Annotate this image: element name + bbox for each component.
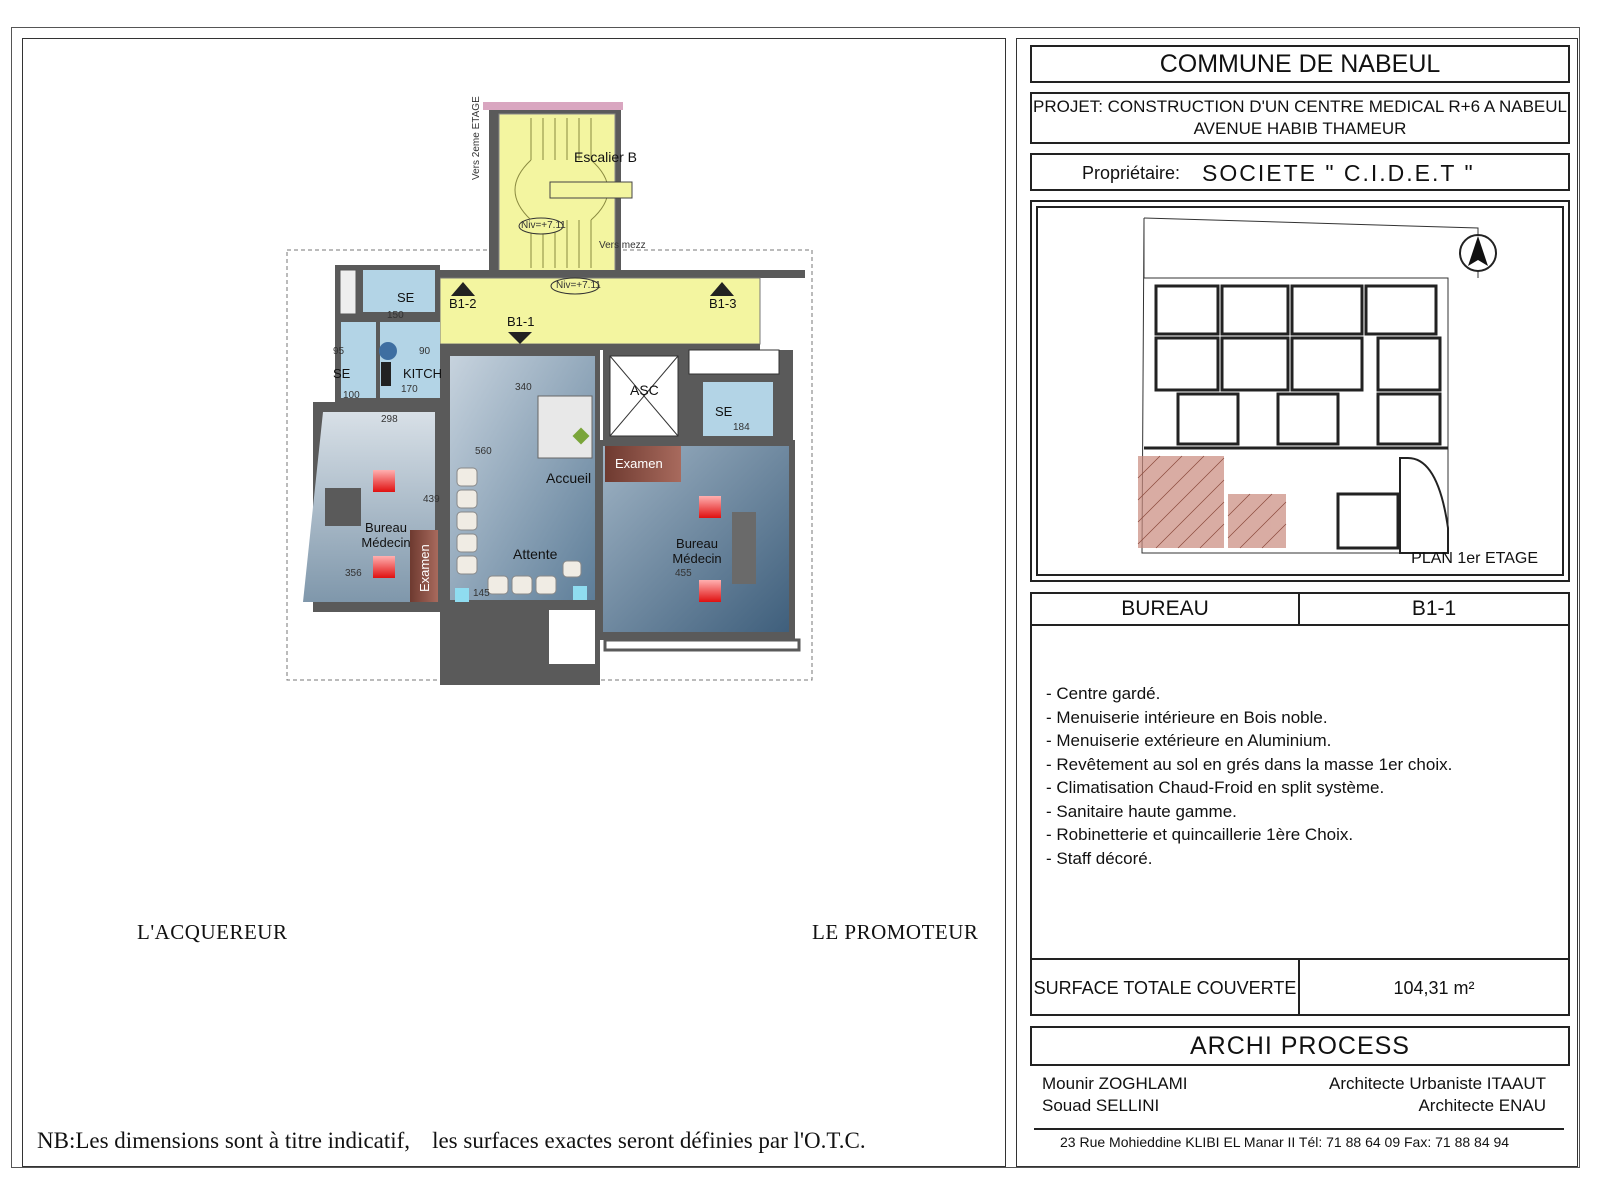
floor-plan-drawing (285, 100, 825, 685)
unit-type: BUREAU (1032, 594, 1300, 624)
project-title (1030, 92, 1570, 144)
key-plan-outline-top (1144, 218, 1478, 278)
unit-id: B1-1 (1411, 597, 1457, 620)
note-part-2: les surfaces exactes seront définies par l'O.T.C. (432, 1128, 866, 1153)
spec-item: - Sanitaire haute gamme. (1046, 801, 1237, 821)
stair-level-label: Niv=+7.11 (521, 220, 566, 231)
kitchen-stove (381, 362, 391, 386)
stair-top-band (483, 102, 623, 110)
dim-label: 95 (333, 346, 345, 357)
corridor-wall-bottom (435, 344, 760, 350)
unit-spec-table (1030, 592, 1570, 1016)
key-plan-box (1030, 200, 1570, 582)
owner-row (1030, 153, 1570, 191)
project-line-2: AVENUE HABIB THAMEUR (1193, 119, 1407, 138)
spec-item: - Climatisation Chaud-Froid en split système. (1046, 778, 1385, 797)
room-exam-left: Examen (417, 544, 432, 592)
kitchen-sink (379, 342, 397, 360)
left-office-desk (325, 488, 361, 526)
surface-label: SURFACE TOTALE COUVERTE (1032, 960, 1300, 1016)
waiting-planter-left (455, 588, 469, 602)
entry-recess (547, 608, 597, 666)
firm-address: 23 Rue Mohieddine KLIBI EL Manar II Tél: 71 88 64 09 Fax: 71 88 84 94 (1060, 1134, 1510, 1150)
room-kitchen: KITCH (403, 366, 442, 381)
room-waiting: Attente (513, 546, 558, 562)
room-elevator: ASC (630, 382, 659, 398)
dim-label: 145 (473, 588, 490, 599)
promoter-signature-label: LE PROMOTEUR (812, 920, 979, 944)
note-part-1: NB:Les dimensions sont à titre indicatif, (37, 1128, 411, 1153)
surface-row (1032, 958, 1568, 1016)
stair-note-up: Vers 2eme ETAGE (471, 96, 482, 180)
left-office-chair-top (373, 470, 395, 492)
key-plan-caption: PLAN 1er ETAGE (1411, 550, 1538, 567)
spec-item: - Menuiserie extérieure en Aluminium. (1046, 731, 1332, 750)
project-line-1: PROJET: CONSTRUCTION D'UN CENTRE MEDICAL R+6 A NABEUL (1033, 97, 1567, 116)
room-office-left: Bureau Médecin (361, 520, 411, 550)
left-office-base (395, 602, 455, 610)
dimensions-note (37, 1128, 866, 1154)
waiting-planter-right (573, 586, 587, 600)
dim-label: 340 (515, 382, 532, 393)
left-office-chair-bottom (373, 556, 395, 578)
spec-list (1046, 682, 1452, 870)
spec-header (1032, 594, 1568, 626)
right-office-chair-top (699, 496, 721, 518)
dim-label: 455 (675, 568, 692, 579)
room-se-top: SE (397, 290, 415, 305)
spec-item: - Menuiserie intérieure en Bois noble. (1046, 707, 1328, 727)
right-office-window (605, 640, 799, 650)
dim-label: 184 (733, 422, 750, 433)
corridor-door-panels (689, 350, 779, 374)
room-reception: Accueil (546, 470, 592, 486)
dim-label: 170 (401, 384, 418, 395)
owner-label: Propriétaire: (1082, 163, 1181, 183)
key-plan-drawing (1038, 208, 1562, 574)
architects-block (1030, 1072, 1570, 1160)
left-window (340, 270, 356, 314)
room-se-left: SE (333, 366, 351, 381)
spec-item: - Revêtement au sol en grés dans la masse 1er choix. (1046, 754, 1453, 774)
key-plan (1036, 206, 1564, 576)
floor-plan (285, 96, 825, 685)
buyer-signature-label: L'ACQUEREUR (137, 920, 288, 944)
dim-label: 439 (423, 494, 440, 505)
firm-name: ARCHI PROCESS (1030, 1026, 1570, 1066)
architect-2-title: Architecte ENAU (1418, 1096, 1546, 1115)
stair-handrail (550, 182, 632, 198)
corridor-wall-top (435, 270, 805, 278)
key-plan-curved-wing (1400, 458, 1448, 553)
dim-label: 560 (475, 446, 492, 457)
room-se-right: SE (715, 404, 733, 419)
room-exam-right: Examen (615, 456, 663, 471)
dim-label: 298 (381, 414, 398, 425)
commune-title: COMMUNE DE NABEUL (1030, 45, 1570, 83)
right-office-desk (732, 512, 756, 584)
address-rule (1034, 1128, 1564, 1130)
surface-value: 104,31 m² (1393, 977, 1475, 998)
architect-1-title: Architecte Urbaniste ITAAUT (1329, 1074, 1546, 1093)
corridor-level-label: Niv=+7.11 (556, 280, 601, 291)
spec-item: - Centre gardé. (1046, 684, 1161, 703)
reception-desk (538, 396, 592, 458)
dim-label: 90 (419, 346, 431, 357)
stair-note-down: Vers mezz (599, 240, 646, 251)
architect-2-name: Souad SELLINI (1042, 1096, 1160, 1115)
spec-item: - Robinetterie et quincaillerie 1ère Choix. (1046, 825, 1354, 844)
owner-value: SOCIETE " C.I.D.E.T " (1202, 160, 1475, 186)
dim-label: 100 (343, 390, 360, 401)
spec-item: - Staff décoré. (1046, 848, 1153, 868)
dim-label: 150 (387, 310, 404, 321)
architect-1-name: Mounir ZOGHLAMI (1042, 1074, 1188, 1093)
tag-b1-2: B1-2 (449, 296, 477, 311)
tag-b1-1: B1-1 (507, 314, 535, 329)
stair-label: Escalier B (574, 149, 638, 165)
right-office-chair-bottom (699, 580, 721, 602)
se-left-room (341, 322, 376, 398)
tag-b1-3: B1-3 (709, 296, 737, 311)
room-office-right: Bureau Médecin (672, 536, 722, 566)
dim-label: 356 (345, 568, 362, 579)
